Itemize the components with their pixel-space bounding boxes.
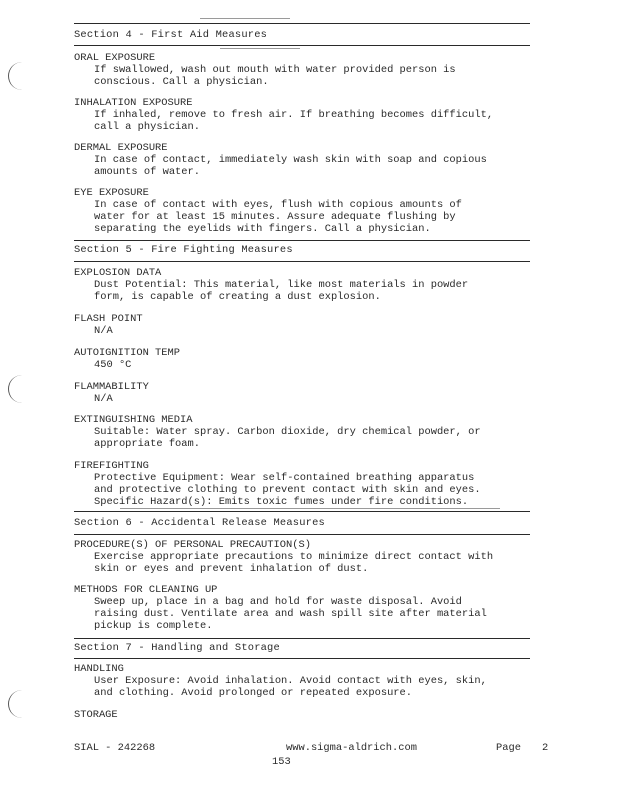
block-body: If inhaled, remove to fresh air. If breathing becomes difficult, call a physician. — [94, 109, 494, 133]
section-rule — [74, 23, 530, 24]
block-heading: EXTINGUISHING MEDIA — [74, 414, 193, 426]
block-body: In case of contact, immediately wash skin with soap and copious amounts of water. — [94, 154, 487, 178]
block-heading: DERMAL EXPOSURE — [74, 142, 168, 154]
bates-number: 153 — [272, 756, 291, 768]
block-heading: PROCEDURE(S) OF PERSONAL PRECAUTION(S) — [74, 539, 311, 551]
block-heading: EXPLOSION DATA — [74, 267, 162, 279]
handling-block — [74, 663, 534, 699]
block-heading: EYE EXPOSURE — [74, 187, 149, 199]
block-body: If swallowed, wash out mouth with water provided person is conscious. Call a physician. — [94, 64, 456, 88]
explosion-data-block — [74, 267, 534, 303]
flash-point-block — [74, 313, 534, 337]
oral-exposure-block — [74, 52, 534, 88]
block-body: 450 °C — [94, 359, 132, 371]
footer-page-number: 2 — [542, 742, 549, 754]
block-heading: METHODS FOR CLEANING UP — [74, 584, 218, 596]
block-heading: AUTOIGNITION TEMP — [74, 347, 181, 359]
section-rule — [74, 261, 530, 262]
section-5-title: Section 5 - Fire Fighting Measures — [74, 244, 293, 256]
block-heading: HANDLING — [74, 663, 124, 675]
inhalation-exposure-block — [74, 97, 534, 133]
storage-block — [74, 709, 534, 721]
block-body: N/A — [94, 393, 113, 405]
binding-hole-mark — [8, 375, 23, 403]
footer-url: www.sigma-aldrich.com — [286, 742, 417, 754]
block-body: N/A — [94, 325, 113, 337]
section-rule — [74, 534, 530, 535]
block-body: User Exposure: Avoid inhalation. Avoid contact with eyes, skin, and clothing. Avoid prolonged or repeated exposure. — [94, 675, 487, 699]
footer-product: SIAL - 242268 — [74, 742, 156, 754]
block-heading: FLASH POINT — [74, 313, 143, 325]
block-heading: FLAMMABILITY — [74, 381, 149, 393]
section-rule — [74, 638, 530, 639]
block-heading: ORAL EXPOSURE — [74, 52, 156, 64]
cleaning-up-block — [74, 584, 534, 632]
block-body: Sweep up, place in a bag and hold for waste disposal. Avoid raising dust. Ventilate area and wash spill site after material pickup is complete. — [94, 596, 487, 632]
block-heading: STORAGE — [74, 709, 118, 721]
block-body: Suitable: Water spray. Carbon dioxide, dry chemical powder, or appropriate foam. — [94, 426, 481, 450]
section-rule — [74, 658, 530, 659]
section-4-title: Section 4 - First Aid Measures — [74, 29, 268, 41]
flammability-block — [74, 381, 534, 405]
section-rule — [74, 45, 530, 46]
personal-precautions-block — [74, 539, 534, 575]
block-heading: FIREFIGHTING — [74, 460, 149, 472]
block-heading: INHALATION EXPOSURE — [74, 97, 193, 109]
block-body: Dust Potential: This material, like most materials in powder form, is capable of creating a dust explosion. — [94, 279, 469, 303]
section-rule — [74, 511, 530, 512]
autoignition-temp-block — [74, 347, 534, 371]
dermal-exposure-block — [74, 142, 534, 178]
scan-artifact-line — [220, 48, 300, 49]
block-body: Protective Equipment: Wear self-contained breathing apparatus and protective clothing to prevent contact with skin and eyes. Specific Hazard(s): Emits toxic fumes under fire conditions. — [94, 472, 481, 508]
extinguishing-media-block — [74, 414, 534, 450]
section-rule — [74, 240, 530, 241]
section-6-title: Section 6 - Accidental Release Measures — [74, 517, 325, 529]
scan-artifact-line — [120, 508, 500, 509]
footer-page-label: Page — [496, 742, 521, 754]
scan-artifact-line — [200, 18, 290, 19]
section-7-title: Section 7 - Handling and Storage — [74, 642, 280, 654]
binding-hole-mark — [8, 62, 23, 90]
block-body: In case of contact with eyes, flush with copious amounts of water for at least 15 minutes. Assure adequate flushing by separating the eyelids with fingers. Call a physician. — [94, 199, 462, 235]
binding-hole-mark — [8, 690, 23, 718]
firefighting-block — [74, 460, 534, 508]
block-body: Exercise appropriate precautions to minimize direct contact with skin or eyes and prevent inhalation of dust. — [94, 551, 494, 575]
eye-exposure-block — [74, 187, 534, 235]
